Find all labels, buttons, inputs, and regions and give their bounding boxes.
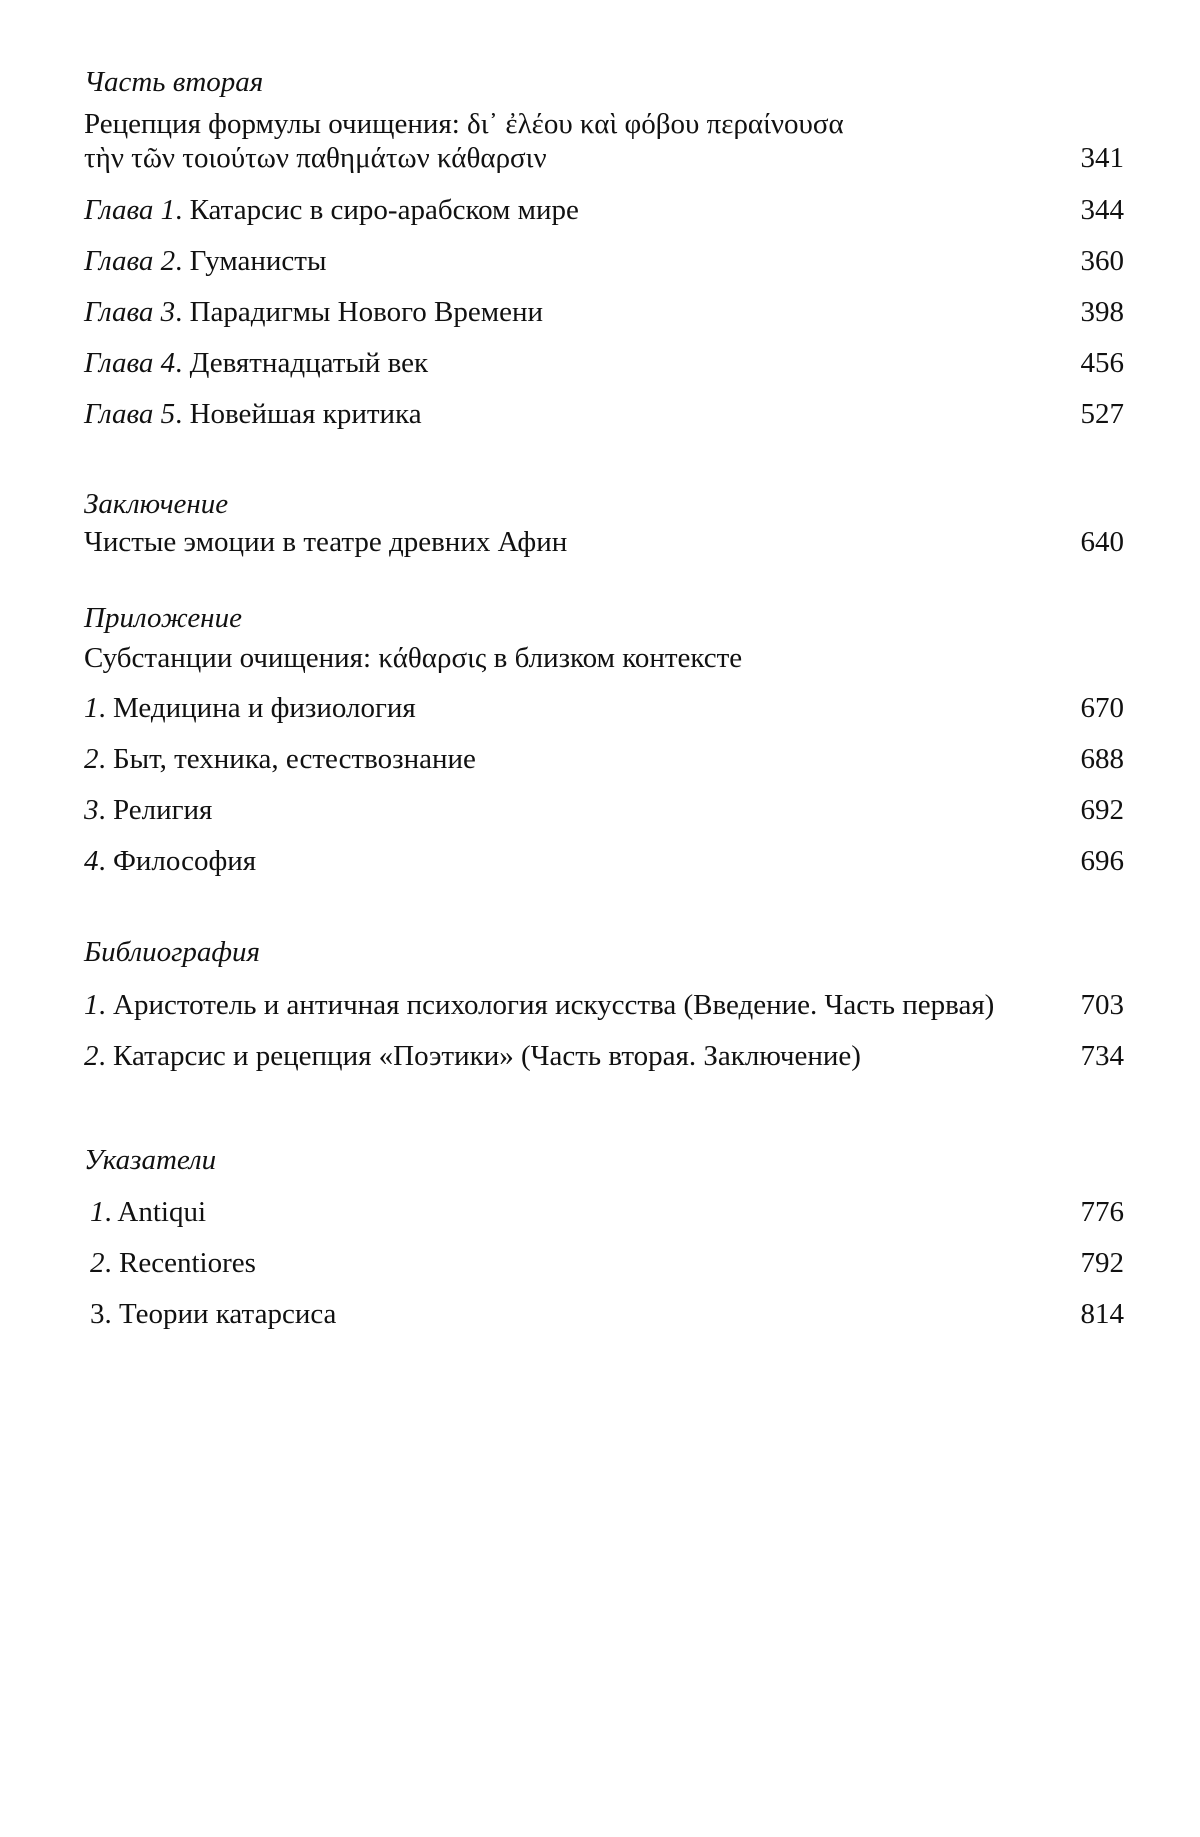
toc-entry-title: Чистые эмоции в театре древних Афин <box>84 526 568 558</box>
toc-entry-appendix-3: 3. Религия 692 <box>84 794 1124 826</box>
toc-page-number: 692 <box>1080 794 1124 826</box>
item-number: 1 <box>84 692 99 724</box>
chapter-title: Новейшая критика <box>189 398 422 430</box>
greek-term: κάθαρσις <box>378 642 487 674</box>
item-title: Быт, техника, естествознание <box>113 743 476 775</box>
item-title: Религия <box>113 794 213 826</box>
item-number: 2 <box>84 743 99 775</box>
toc-entry-title: Рецепция формулы очищения: δι᾽ ἐλέου καὶ φόβου περαίνουσα <box>84 108 844 140</box>
chapter-title: Гуманисты <box>189 245 327 277</box>
part-two-title-line1 <box>84 106 1124 142</box>
chapter-number: Глава 1 <box>84 194 176 226</box>
chapter-number: Глава 2 <box>84 245 176 277</box>
chapter-number: Глава 3 <box>84 296 176 328</box>
toc-page-number: 456 <box>1080 347 1124 379</box>
toc-entry-appendix-1: 1. Медицина и физиология 670 <box>84 692 1124 724</box>
toc-page-number: 527 <box>1080 398 1124 430</box>
toc-entry-chapter-5: Глава 5. Новейшая критика 527 <box>84 398 1124 430</box>
toc-page-number: 703 <box>1080 989 1124 1021</box>
toc-entry-index-2: 2. Recentiores 792 <box>90 1247 1124 1279</box>
toc-entry-title: τὴν τῶν τοιούτων παθημάτων κάθαρσιν <box>84 142 547 174</box>
item-number: 2 <box>84 1040 99 1072</box>
item-number: 1 <box>84 989 99 1021</box>
item-title: Аристотель и античная психология искусства (Введение. Часть первая) <box>113 989 995 1021</box>
toc-page-number: 398 <box>1080 296 1124 328</box>
toc-page-number: 696 <box>1080 845 1124 877</box>
toc-page-number: 814 <box>1080 1298 1124 1330</box>
item-number: 1 <box>90 1196 105 1228</box>
toc-page-number: 344 <box>1080 194 1124 226</box>
toc-page-number: 734 <box>1080 1040 1124 1072</box>
item-title: Философия <box>113 845 257 877</box>
toc-entry-chapter-3: Глава 3. Парадигмы Нового Времени 398 <box>84 296 1124 328</box>
item-title: Медицина и физиология <box>113 692 416 724</box>
toc-entry-bibliography-1: 1. Аристотель и античная психология искусства (Введение. Часть первая) 703 <box>84 989 1124 1021</box>
appendix-label: Приложение <box>84 602 242 634</box>
toc-entry-bibliography-2: 2. Катарсис и рецепция «Поэтики» (Часть вторая. Заключение) 734 <box>84 1040 1124 1072</box>
bibliography-label: Библиография <box>84 936 260 968</box>
toc-entry-chapter-1: Глава 1. Катарсис в сиро-арабском мире 344 <box>84 194 1124 226</box>
chapter-number: Глава 4 <box>84 347 176 379</box>
toc-page-number: 670 <box>1080 692 1124 724</box>
part-two-label: Часть вторая <box>84 66 264 98</box>
indexes-label: Указатели <box>84 1144 217 1176</box>
part-two-title-line2 <box>84 140 1124 176</box>
chapter-title: Девятнадцатый век <box>189 347 429 379</box>
toc-page-number: 341 <box>1080 142 1124 174</box>
item-title: Antiqui <box>117 1196 207 1228</box>
toc-page-number: 776 <box>1080 1196 1124 1228</box>
toc-entry-chapter-2: Глава 2. Гуманисты 360 <box>84 245 1124 277</box>
item-title: Катарсис и рецепция «Поэтики» (Часть вторая. Заключение) <box>113 1040 861 1072</box>
toc-page-number: 360 <box>1080 245 1124 277</box>
appendix-title: Субстанции очищения: κάθαρσις в близком контексте <box>84 642 743 674</box>
chapter-title: Катарсис в сиро-арабском мире <box>189 194 579 226</box>
toc-entry-appendix-2: 2. Быт, техника, естествознание 688 <box>84 743 1124 775</box>
toc-entry-appendix-4: 4. Философия 696 <box>84 845 1124 877</box>
chapter-title: Парадигмы Нового Времени <box>189 296 543 328</box>
item-number: 4 <box>84 845 99 877</box>
toc-entry-chapter-4: Глава 4. Девятнадцатый век 456 <box>84 347 1124 379</box>
item-title: Теории катарсиса <box>119 1298 337 1330</box>
conclusion-label: Заключение <box>84 488 229 520</box>
item-number: 3 <box>84 794 99 826</box>
toc-page-number: 792 <box>1080 1247 1124 1279</box>
item-number: 2 <box>90 1247 105 1279</box>
toc-page-number: 640 <box>1080 526 1124 558</box>
toc-page-number: 688 <box>1080 743 1124 775</box>
chapter-number: Глава 5 <box>84 398 176 430</box>
toc-entry-index-1: 1. Antiqui 776 <box>90 1196 1124 1228</box>
toc-entry-conclusion <box>84 524 1124 560</box>
item-number: 3 <box>90 1298 105 1330</box>
toc-entry-index-3: 3. Теории катарсиса 814 <box>90 1298 1124 1330</box>
item-title: Recentiores <box>119 1247 256 1279</box>
